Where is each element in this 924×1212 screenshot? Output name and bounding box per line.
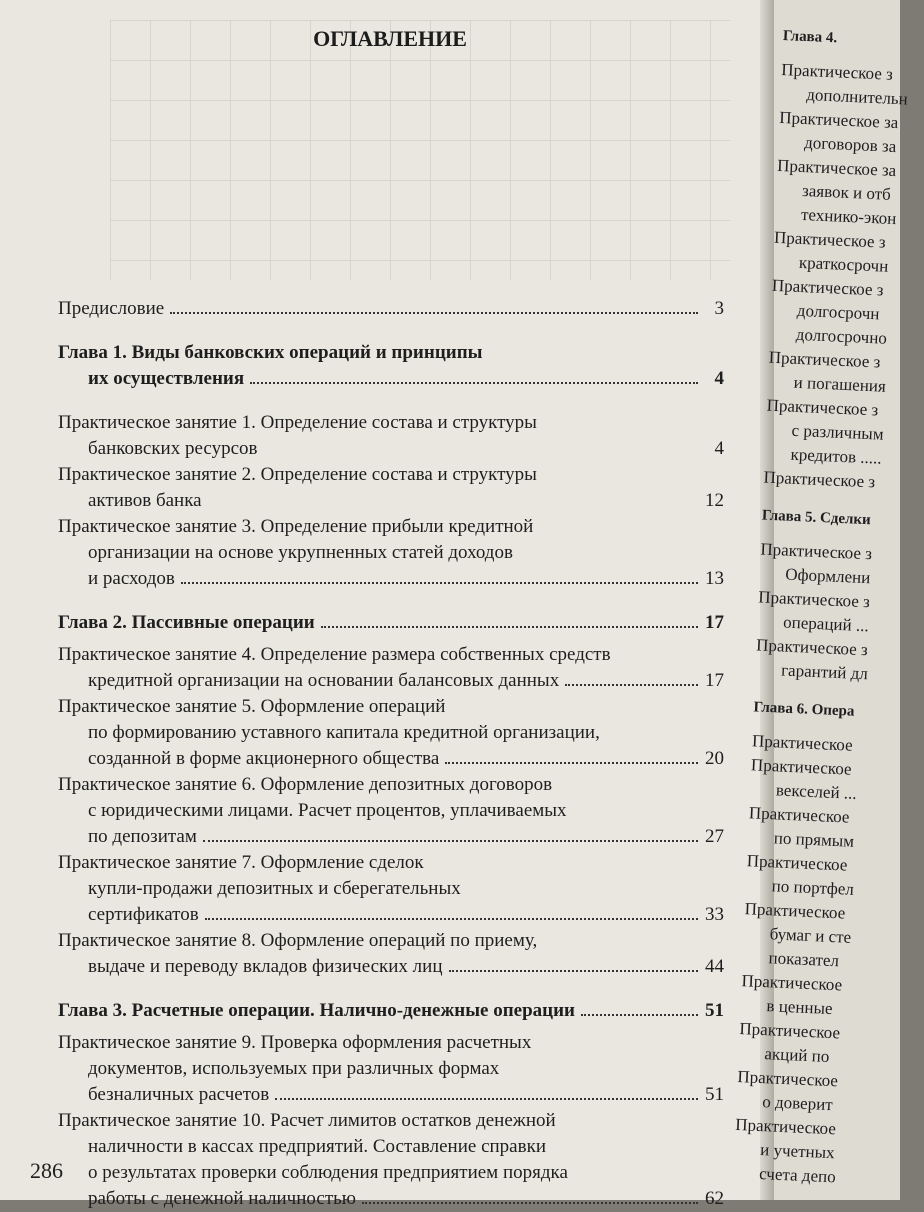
dot-leader bbox=[565, 684, 698, 686]
toc-entry-text: Глава 2. Пассивные операции bbox=[58, 612, 315, 633]
right-page-line: Практическое bbox=[751, 731, 854, 755]
dot-leader bbox=[449, 970, 699, 972]
toc-entry-text: сертификатов bbox=[88, 904, 199, 925]
toc-entry-practical-4[interactable] bbox=[58, 642, 724, 694]
toc-entry-text: выдаче и переводу вкладов физических лиц bbox=[88, 956, 443, 977]
right-page-line: Практическое з bbox=[766, 395, 879, 420]
toc-page-number: 51 bbox=[705, 1084, 724, 1105]
right-page-line: Глава 5. Сделки bbox=[761, 507, 872, 529]
right-page-line: технико-экон bbox=[800, 204, 897, 229]
right-page-line: Глава 6. Опера bbox=[753, 699, 855, 720]
right-page-line: Практическое bbox=[746, 851, 848, 875]
toc-entry-text: наличности в кассах предприятий. Составление справки bbox=[88, 1136, 546, 1157]
toc-entry-text: организации на основе укрупненных статей доходов bbox=[88, 542, 513, 563]
toc-entry-practical-2[interactable] bbox=[58, 462, 724, 514]
toc-entry-practical-6[interactable] bbox=[58, 772, 724, 850]
right-page-line: Практическое з bbox=[780, 59, 894, 84]
toc-page-number: 51 bbox=[705, 1000, 724, 1021]
toc-entry-text: с юридическими лицами. Расчет процентов, уплачиваемых bbox=[88, 800, 567, 821]
toc-entry-text: по депозитам bbox=[88, 826, 197, 847]
right-page-line: Практическое з bbox=[768, 347, 881, 372]
toc-entry-text: Глава 1. Виды банковских операций и принципы bbox=[58, 342, 483, 363]
right-page-line: заявок и отб bbox=[801, 180, 892, 204]
right-page-line: краткосрочн bbox=[798, 252, 889, 276]
right-page-line: показател bbox=[768, 948, 840, 971]
right-page-line: по прямым bbox=[773, 828, 855, 851]
toc-entry-text: Практическое занятие 8. Оформление операций по приему, bbox=[58, 930, 538, 951]
right-page-line: операций ... bbox=[782, 612, 870, 636]
right-page-line: гарантий дл bbox=[780, 660, 869, 684]
right-page-line: акций по bbox=[764, 1044, 830, 1066]
right-page-line: Оформлени bbox=[784, 564, 871, 588]
right-page-line: и учетных bbox=[759, 1140, 836, 1163]
toc-entry-text: Практическое занятие 4. Определение размера собственных средств bbox=[58, 644, 611, 665]
page-title: ОГЛАВЛЕНИЕ bbox=[313, 26, 467, 51]
right-page-line: долгосрочно bbox=[795, 324, 888, 348]
toc-entry-practical-7[interactable] bbox=[58, 850, 724, 928]
toc-entry-text: кредитной организации на основании балансовых данных bbox=[88, 670, 560, 691]
right-page bbox=[734, 0, 909, 1200]
right-page-line: Практическое за bbox=[776, 155, 897, 181]
toc-entry-text: банковских ресурсов bbox=[88, 438, 258, 459]
right-page-line: Практическое з bbox=[771, 275, 884, 300]
right-page-line: Практическое bbox=[739, 1019, 841, 1043]
toc-entry-practical-1[interactable] bbox=[58, 410, 724, 462]
right-page-line: Глава 4. bbox=[782, 27, 838, 47]
toc-page-number: 4 bbox=[714, 438, 724, 459]
right-page-line: Практическое за bbox=[778, 107, 899, 133]
right-page-line: и погашения bbox=[793, 372, 887, 396]
right-page-line: векселей ... bbox=[775, 780, 858, 803]
toc-entry-practical-10[interactable] bbox=[58, 1108, 724, 1212]
dot-leader bbox=[362, 1202, 698, 1204]
toc-entry-text: активов банка bbox=[88, 490, 202, 511]
dot-leader bbox=[205, 918, 698, 920]
dot-leader bbox=[181, 582, 698, 584]
toc-page-number: 12 bbox=[705, 490, 724, 511]
toc-page-number: 13 bbox=[705, 568, 724, 589]
right-page-line: долгосрочн bbox=[796, 300, 880, 324]
toc-entry-text: Практическое занятие 1. Определение состава и структуры bbox=[58, 412, 537, 433]
toc-entry-practical-8[interactable] bbox=[58, 928, 724, 980]
toc-entry-text: Практическое занятие 10. Расчет лимитов остатков денежной bbox=[58, 1110, 556, 1131]
right-page-line: по портфел bbox=[771, 876, 855, 899]
toc-entry-text: по формированию уставного капитала кредитной организации, bbox=[88, 722, 600, 743]
right-page-line: Практическое з bbox=[760, 539, 873, 564]
right-page-line: Практическое bbox=[741, 971, 843, 995]
right-page-line: Практическое з bbox=[757, 587, 871, 612]
toc-entry-practical-3[interactable] bbox=[58, 514, 724, 592]
toc-entry-text: созданной в форме акционерного общества bbox=[88, 748, 440, 769]
dot-leader bbox=[321, 626, 698, 628]
toc-entry-preface[interactable] bbox=[58, 296, 724, 322]
right-page-line: Практическое bbox=[734, 1114, 837, 1139]
toc-entry-text: Практическое занятие 6. Оформление депозитных договоров bbox=[58, 774, 553, 795]
toc-entry-text: документов, используемых при различных формах bbox=[88, 1058, 500, 1079]
right-page-line: Практическое з bbox=[773, 227, 886, 252]
toc-page-number: 17 bbox=[705, 612, 724, 633]
right-page-line: бумаг и сте bbox=[769, 924, 852, 947]
toc-page-number: 17 bbox=[705, 670, 724, 691]
toc-entry-text: Практическое занятие 9. Проверка оформления расчетных bbox=[58, 1032, 532, 1053]
dot-leader bbox=[445, 762, 698, 764]
bleed-through-table bbox=[110, 20, 730, 280]
right-page-line: в ценные bbox=[766, 996, 833, 1019]
toc-entry-chapter-2[interactable] bbox=[58, 610, 724, 636]
right-page-line: счета депо bbox=[758, 1164, 837, 1187]
dot-leader bbox=[263, 452, 698, 454]
toc-entry-text: Практическое занятие 3. Определение прибыли кредитной bbox=[58, 516, 534, 537]
right-page-line: с различным bbox=[791, 420, 884, 444]
toc-entry-practical-9[interactable] bbox=[58, 1030, 724, 1108]
table-of-contents bbox=[58, 296, 724, 1212]
dot-leader bbox=[581, 1014, 698, 1016]
dot-leader bbox=[275, 1098, 698, 1100]
toc-page-number: 62 bbox=[705, 1188, 724, 1209]
right-page-line: о доверит bbox=[761, 1092, 834, 1115]
right-page-line: кредитов ..... bbox=[790, 444, 883, 468]
right-page-line: Практическое bbox=[748, 803, 850, 827]
toc-entry-chapter-3[interactable] bbox=[58, 998, 724, 1024]
toc-entry-text: работы с денежной наличностью bbox=[88, 1188, 356, 1209]
right-page-line: Практическое bbox=[744, 899, 846, 923]
toc-entry-chapter-1[interactable] bbox=[58, 340, 724, 392]
toc-page-number: 3 bbox=[714, 298, 724, 319]
right-page-line: договоров за bbox=[803, 133, 897, 157]
toc-entry-text: купли-продажи депозитных и сберегательных bbox=[88, 878, 461, 899]
right-page-line: Практическое з bbox=[755, 635, 869, 660]
toc-page-number: 4 bbox=[714, 368, 724, 389]
toc-page-number: 33 bbox=[705, 904, 724, 925]
dot-leader bbox=[208, 504, 698, 506]
right-page-line: Практическое bbox=[750, 755, 852, 779]
right-page-line: дополнительн bbox=[805, 85, 909, 109]
dot-leader bbox=[203, 840, 698, 842]
toc-entry-text: о результатах проверки соблюдения предприятием порядка bbox=[88, 1162, 568, 1183]
toc-page-number: 27 bbox=[705, 826, 724, 847]
toc-page-number: 20 bbox=[705, 748, 724, 769]
toc-entry-text: Глава 3. Расчетные операции. Налично-денежные операции bbox=[58, 1000, 576, 1021]
dot-leader bbox=[250, 382, 698, 384]
toc-entry-practical-5[interactable] bbox=[58, 694, 724, 772]
toc-entry-text: их осуществления bbox=[88, 368, 245, 389]
toc-page-number: 44 bbox=[705, 956, 724, 977]
dot-leader bbox=[170, 312, 698, 314]
page-number: 286 bbox=[30, 1158, 63, 1183]
toc-entry-text: и расходов bbox=[88, 568, 175, 589]
toc-entry-text: Практическое занятие 2. Определение состава и структуры bbox=[58, 464, 537, 485]
right-page-line: Практическое з bbox=[763, 467, 876, 492]
right-page-line: Практическое bbox=[737, 1066, 839, 1091]
toc-entry-text: Практическое занятие 7. Оформление сделок bbox=[58, 852, 424, 873]
toc-entry-text: безналичных расчетов bbox=[88, 1084, 270, 1105]
toc-entry-text: Предисловие bbox=[58, 298, 165, 319]
toc-entry-text: Практическое занятие 5. Оформление операций bbox=[58, 696, 446, 717]
